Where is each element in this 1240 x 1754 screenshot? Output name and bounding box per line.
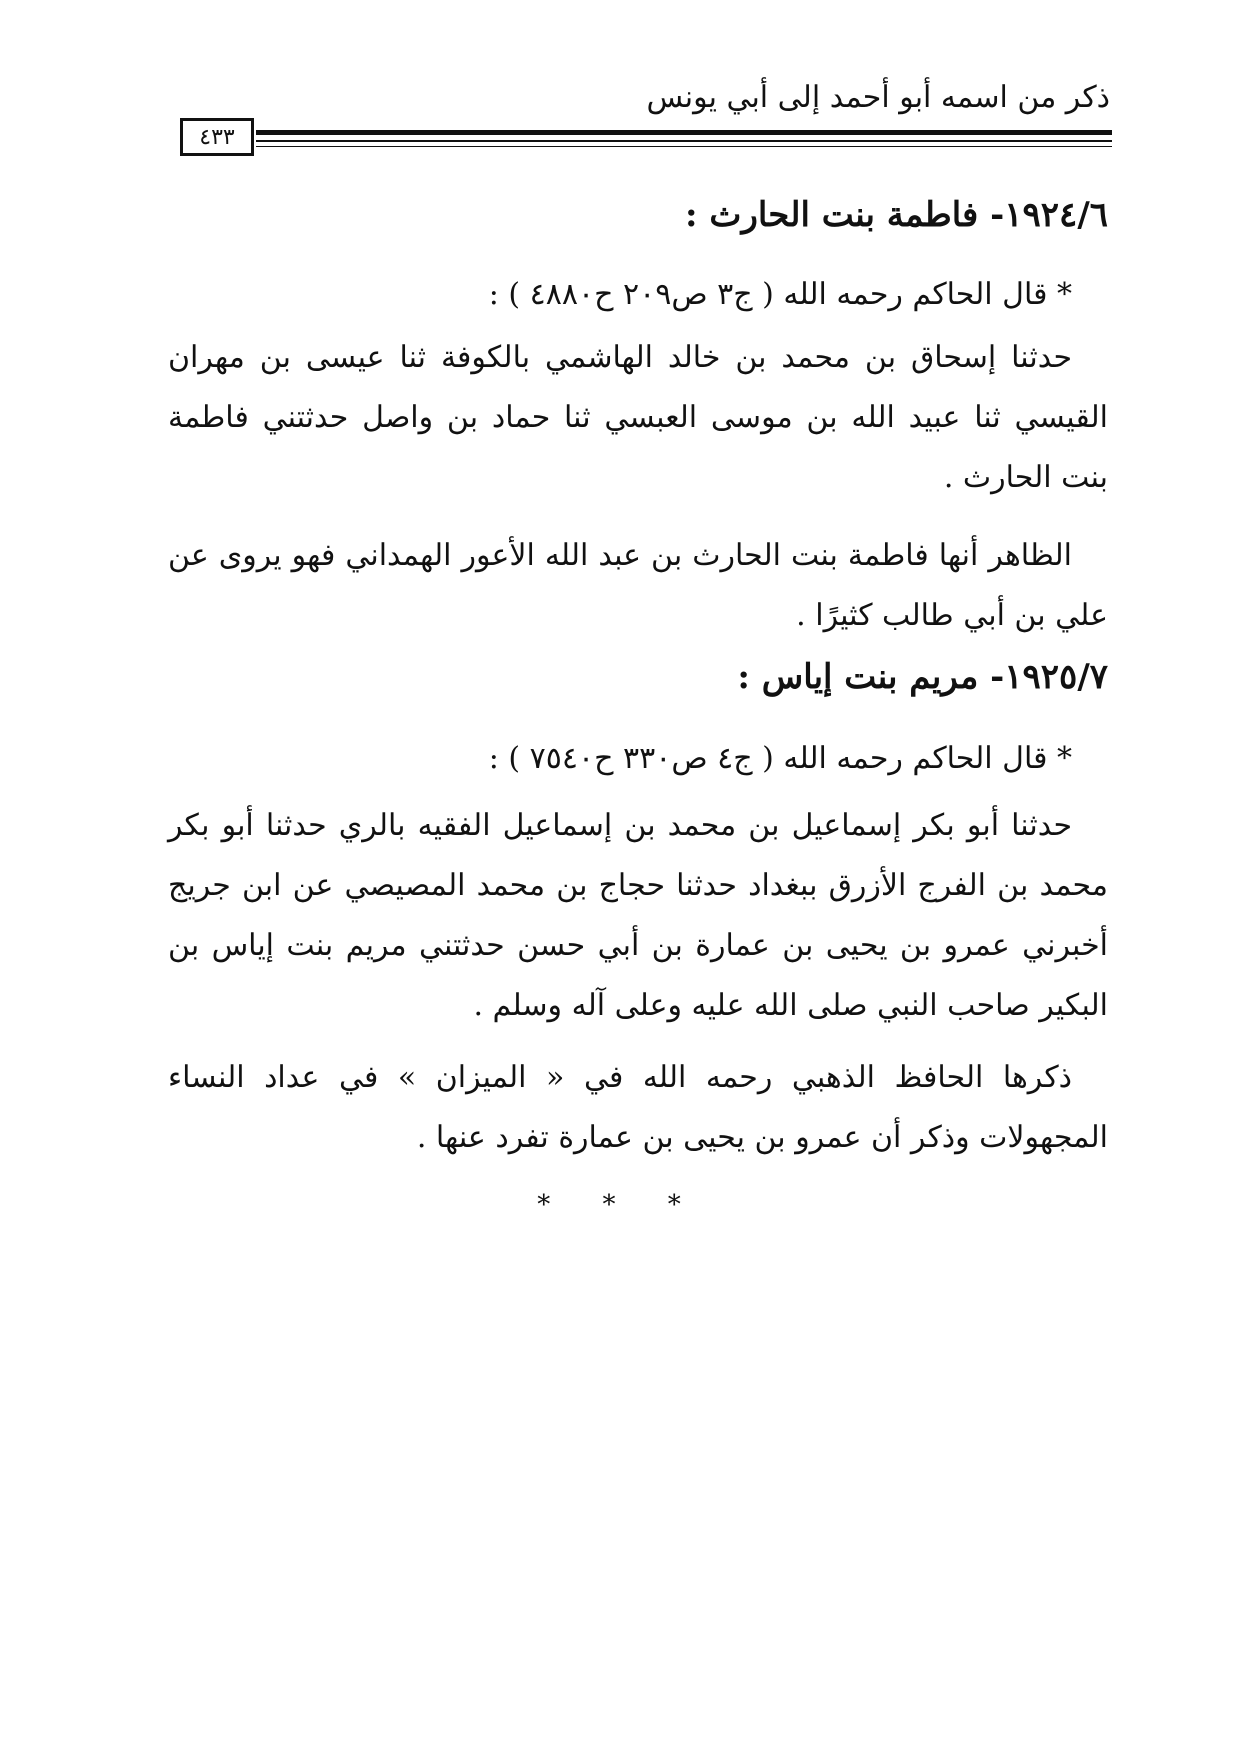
running-title: ذكر من اسمه أبو أحمد إلى أبي يونس — [646, 80, 1110, 115]
entry-heading: ١٩٢٤/٦- فاطمة بنت الحارث : — [685, 195, 1108, 235]
header-rule — [256, 130, 1112, 135]
source-reference: * قال الحاكم رحمه الله ( ج٣ ص٢٠٩ ح٤٨٨٠ ) : — [488, 277, 1072, 312]
isnad-paragraph: حدثنا إسحاق بن محمد بن خالد الهاشمي بالكوفة ثنا عيسى بن مهران القيسي ثنا عبيد الله بن موسى العبسي ثنا حماد بن واصل حدثتني فاطمة بنت الحارث . — [168, 340, 1108, 495]
header-rule-hairline — [256, 146, 1112, 147]
comment-paragraph: الظاهر أنها فاطمة بنت الحارث بن عبد الله الأعور الهمداني فهو يروى عن علي بن أبي طالب كثيرًا . — [168, 538, 1108, 633]
source-reference: * قال الحاكم رحمه الله ( ج٤ ص٣٣٠ ح٧٥٤٠ ) : — [488, 741, 1072, 776]
section-separator: * * * — [537, 1190, 703, 1220]
isnad-paragraph: حدثنا أبو بكر إسماعيل بن محمد بن إسماعيل الفقيه بالري حدثنا أبو بكر محمد بن الفرج الأزرق ببغداد حدثنا حجاج بن محمد المصيصي عن ابن جريج أخبرني عمرو بن يحيى بن عمارة بن أبي حسن حدثتني مريم بنت إياس بن البكير صاحب النبي صلى الله عليه وعلى آله وسلم . — [168, 808, 1108, 1023]
page-number: ٤٣٣ — [180, 118, 254, 156]
comment-paragraph: ذكرها الحافظ الذهبي رحمه الله في « الميزان » في عداد النساء المجهولات وذكر أن عمرو بن يحيى بن عمارة تفرد عنها . — [168, 1060, 1108, 1155]
header-rule-thin — [256, 140, 1112, 142]
entry-heading: ١٩٢٥/٧- مريم بنت إياس : — [737, 657, 1108, 697]
